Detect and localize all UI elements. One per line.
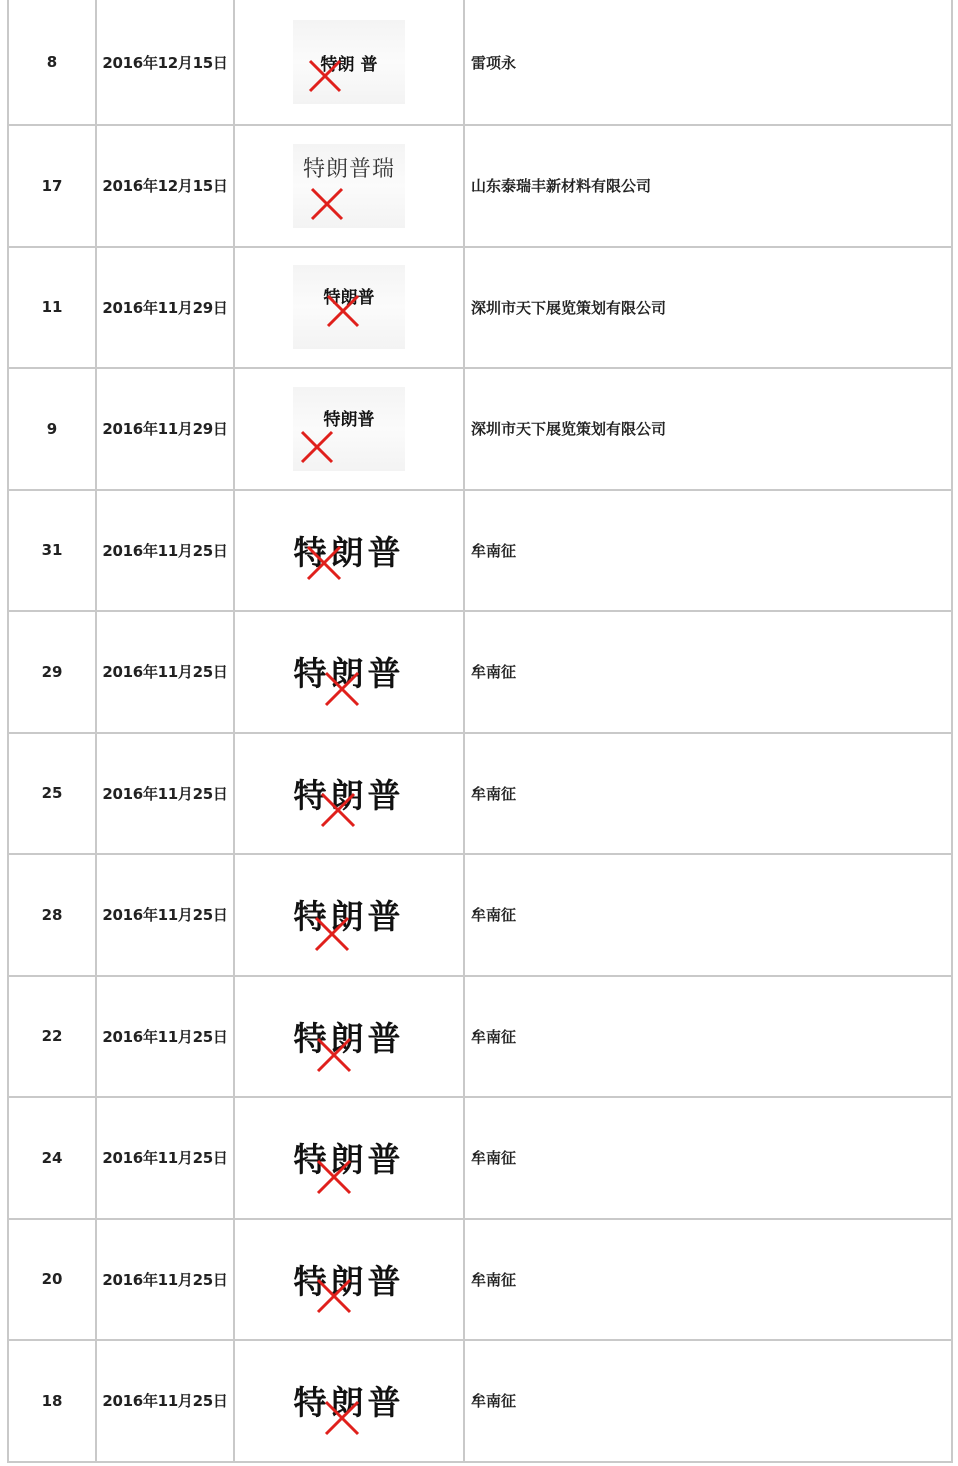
trademark-table bbox=[7, 0, 953, 1463]
trademark-text: 特朗普 bbox=[293, 775, 405, 815]
trademark-image bbox=[293, 1237, 405, 1321]
red-x-cross-icon bbox=[323, 1399, 361, 1437]
application-date: 2016年11月25日 bbox=[97, 612, 235, 732]
red-x-cross-icon bbox=[315, 1158, 353, 1196]
trademark-image bbox=[293, 20, 405, 104]
applicant-name: 牟南征 bbox=[471, 1392, 517, 1411]
trademark-image-cell bbox=[235, 855, 465, 975]
application-date: 2016年11月29日 bbox=[97, 248, 235, 368]
applicant-name: 深圳市天下展览策划有限公司 bbox=[471, 298, 667, 317]
trademark-image bbox=[293, 630, 405, 714]
trademark-image bbox=[293, 751, 405, 835]
application-number: 29 bbox=[9, 612, 97, 732]
application-number: 11 bbox=[9, 248, 97, 368]
application-number: 25 bbox=[9, 734, 97, 854]
trademark-image bbox=[293, 387, 405, 471]
applicant-name: 牟南征 bbox=[471, 1149, 517, 1168]
trademark-image-cell bbox=[235, 1341, 465, 1461]
application-date: 2016年11月25日 bbox=[97, 1098, 235, 1218]
table-row bbox=[9, 734, 951, 856]
applicant-name: 深圳市天下展览策划有限公司 bbox=[471, 420, 667, 439]
trademark-text: 特朗普 bbox=[293, 532, 405, 572]
applicant-name: 牟南征 bbox=[471, 663, 517, 682]
application-date: 2016年11月25日 bbox=[97, 977, 235, 1097]
trademark-image-cell bbox=[235, 126, 465, 246]
table-row bbox=[9, 126, 951, 248]
red-x-cross-icon bbox=[299, 429, 335, 465]
trademark-text: 特朗普 bbox=[293, 654, 405, 694]
trademark-image-cell bbox=[235, 491, 465, 611]
application-date: 2016年11月25日 bbox=[97, 1341, 235, 1461]
trademark-image bbox=[293, 265, 405, 349]
trademark-image bbox=[293, 1116, 405, 1200]
trademark-image-cell bbox=[235, 977, 465, 1097]
red-x-cross-icon bbox=[315, 1036, 353, 1074]
application-number: 8 bbox=[9, 0, 97, 124]
trademark-image-cell bbox=[235, 1220, 465, 1340]
application-number: 22 bbox=[9, 977, 97, 1097]
trademark-image-cell bbox=[235, 0, 465, 124]
application-date: 2016年11月25日 bbox=[97, 491, 235, 611]
application-number: 28 bbox=[9, 855, 97, 975]
table-row bbox=[9, 977, 951, 1099]
application-date: 2016年11月25日 bbox=[97, 734, 235, 854]
trademark-image-cell bbox=[235, 1098, 465, 1218]
applicant-name: 雷项永 bbox=[471, 53, 517, 72]
red-x-cross-icon bbox=[323, 670, 361, 708]
trademark-image bbox=[293, 508, 405, 592]
applicant-name: 牟南征 bbox=[471, 1027, 517, 1046]
application-number: 20 bbox=[9, 1220, 97, 1340]
trademark-image bbox=[293, 1359, 405, 1443]
red-x-cross-icon bbox=[309, 186, 345, 222]
trademark-text: 特朗普 bbox=[293, 1261, 405, 1301]
applicant-name: 牟南征 bbox=[471, 906, 517, 925]
applicant-name: 山东泰瑞丰新材料有限公司 bbox=[471, 177, 652, 196]
table-row bbox=[9, 369, 951, 491]
trademark-text: 特朗普 bbox=[293, 897, 405, 937]
table-row bbox=[9, 1341, 951, 1463]
red-x-cross-icon bbox=[305, 544, 343, 582]
trademark-image bbox=[293, 144, 405, 228]
trademark-image bbox=[293, 994, 405, 1078]
application-number: 18 bbox=[9, 1341, 97, 1461]
application-number: 24 bbox=[9, 1098, 97, 1218]
application-date: 2016年11月25日 bbox=[97, 855, 235, 975]
application-number: 9 bbox=[9, 369, 97, 489]
red-x-cross-icon bbox=[325, 293, 361, 329]
table-row bbox=[9, 491, 951, 613]
trademark-text: 特朗普 bbox=[293, 1140, 405, 1180]
table-row bbox=[9, 612, 951, 734]
application-number: 31 bbox=[9, 491, 97, 611]
application-date: 2016年11月29日 bbox=[97, 369, 235, 489]
trademark-text: 特朗普瑞 bbox=[302, 156, 395, 182]
trademark-text: 特朗普 bbox=[323, 288, 375, 309]
table-row bbox=[9, 1220, 951, 1342]
table-row bbox=[9, 0, 951, 126]
trademark-text: 特朗普 bbox=[293, 1018, 405, 1058]
red-x-cross-icon bbox=[313, 915, 351, 953]
trademark-image-cell bbox=[235, 734, 465, 854]
red-x-cross-icon bbox=[319, 791, 357, 829]
trademark-text: 特朗普 bbox=[323, 409, 375, 430]
trademark-image-cell bbox=[235, 612, 465, 732]
table-row bbox=[9, 248, 951, 370]
table-row bbox=[9, 855, 951, 977]
trademark-text: 特朗 普 bbox=[320, 54, 378, 75]
trademark-image bbox=[293, 873, 405, 957]
applicant-name: 牟南征 bbox=[471, 1270, 517, 1289]
application-date: 2016年11月25日 bbox=[97, 1220, 235, 1340]
application-date: 2016年12月15日 bbox=[97, 126, 235, 246]
trademark-text: 特朗普 bbox=[293, 1383, 405, 1423]
trademark-image-cell bbox=[235, 369, 465, 489]
red-x-cross-icon bbox=[307, 58, 343, 94]
table-row bbox=[9, 1098, 951, 1220]
application-number: 17 bbox=[9, 126, 97, 246]
applicant-name: 牟南征 bbox=[471, 784, 517, 803]
application-date: 2016年12月15日 bbox=[97, 0, 235, 124]
applicant-name: 牟南征 bbox=[471, 541, 517, 560]
red-x-cross-icon bbox=[315, 1277, 353, 1315]
trademark-image-cell bbox=[235, 248, 465, 368]
